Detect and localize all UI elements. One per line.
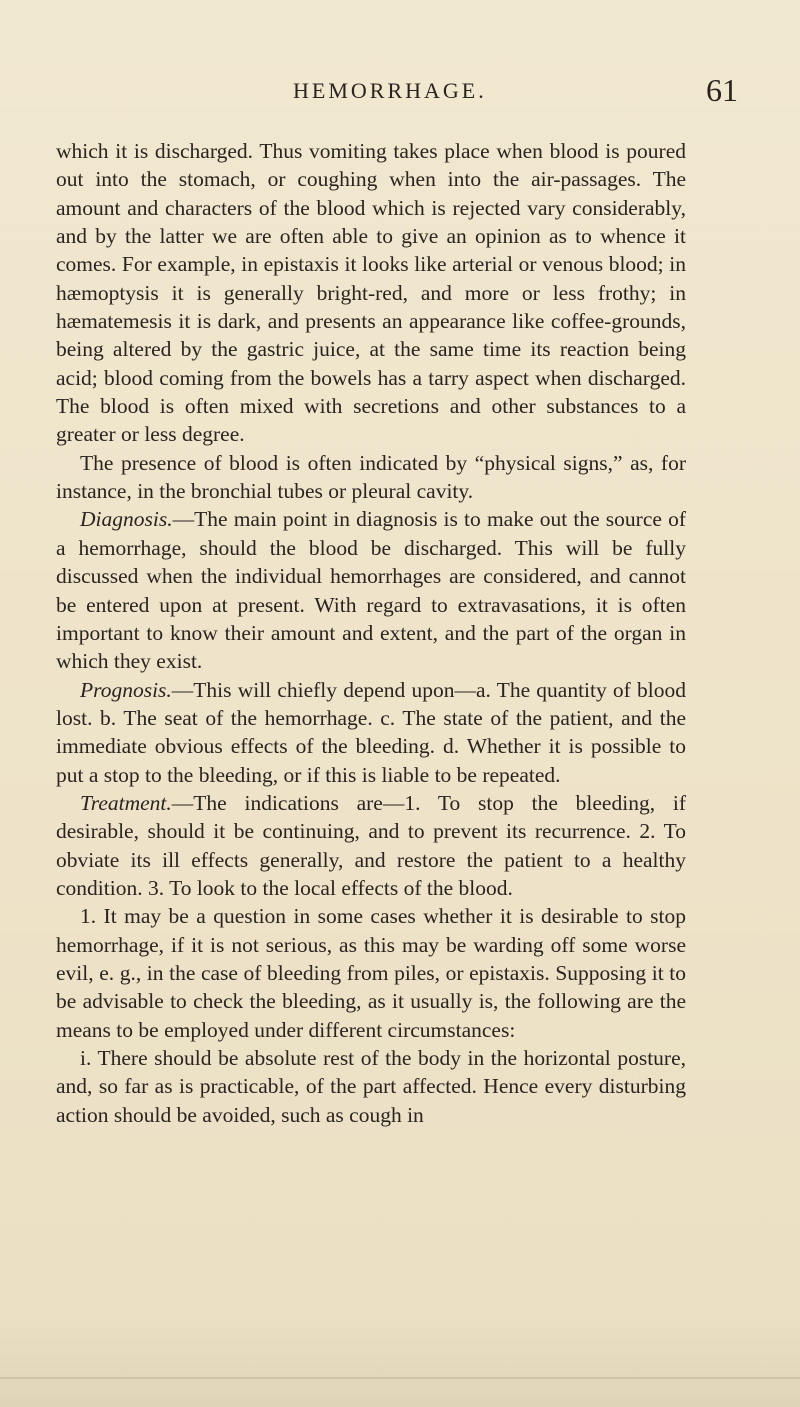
paragraph-physical-signs: The presence of blood is often indicated by “physical signs,” as, for instance, in the bronchial tubes or pleural cavity. xyxy=(56,450,686,504)
paragraph-item-1: 1. It may be a question in some cases whether it is desirable to stop hemorrhage, if it is not serious, as this may be warding off some worse evil, e. g., in the case of bleeding from piles, or epistaxis. Supposing it to be advisable to check the bleeding, as it usually is, the following are the means to be employed under different circumstances: xyxy=(56,904,686,1042)
page-bottom-shadow xyxy=(0,1317,800,1407)
prognosis-text: —This will chiefly depend upon—a. The quantity of blood lost. b. The seat of the hemorrhage. c. The state of the patient, and the immediate obvious effects of the bleeding. d. Whether it is possible to put a stop to the bleeding, or if this is liable to be repeated. xyxy=(56,677,686,787)
page-number: 61 xyxy=(706,72,738,108)
running-head xyxy=(0,72,800,112)
paragraph-discharge: which it is discharged. Thus vomiting takes place when blood is poured out into the stomach, or coughing when into the air-passages. The amount and characters of the blood which is rejected vary considerably, and by the latter we are often able to give an opinion as to whence it comes. For example, in epistaxis it looks like arterial or venous blood; in hæmoptysis it is generally bright-red, and more or less frothy; in hæmatemesis it is dark, and presents an appearance like coffee-grounds, being altered by the gastric juice, at the same time its reaction being acid; blood coming from the bowels has a tarry aspect when discharged. The blood is often mixed with secretions and other substances to a greater or less degree. xyxy=(56,139,686,447)
prognosis-heading: Prognosis. xyxy=(80,677,172,702)
paragraph-prognosis xyxy=(56,676,686,789)
diagnosis-text: —The main point in diagnosis is to make out the source of a hemorrhage, should the blood be discharged. This will be fully discussed when the individual hemorrhages are considered, and cannot be entered upon at present. With regard to extravasations, it is often important to know their amount and extent, and the part of the organ in which they exist. xyxy=(56,507,686,674)
treatment-heading: Treatment. xyxy=(80,790,172,815)
paragraph-diagnosis xyxy=(56,505,686,675)
running-title: HEMORRHAGE. xyxy=(293,78,487,103)
paragraph-item-i: i. There should be absolute rest of the body in the horizontal posture, and, so far as is practicable, of the part affected. Hence every disturbing action should be avoided, such as cough in xyxy=(56,1046,686,1127)
treatment-text: —The indications are—1. To stop the bleeding, if desirable, should it be continuing, and to prevent its recurrence. 2. To obviate its ill effects generally, and restore the patient to a healthy condition. 3. To look to the local effects of the blood. xyxy=(56,790,686,900)
diagnosis-heading: Diagnosis. xyxy=(80,507,173,532)
paragraph-treatment xyxy=(56,789,686,902)
body-text xyxy=(56,137,686,1129)
